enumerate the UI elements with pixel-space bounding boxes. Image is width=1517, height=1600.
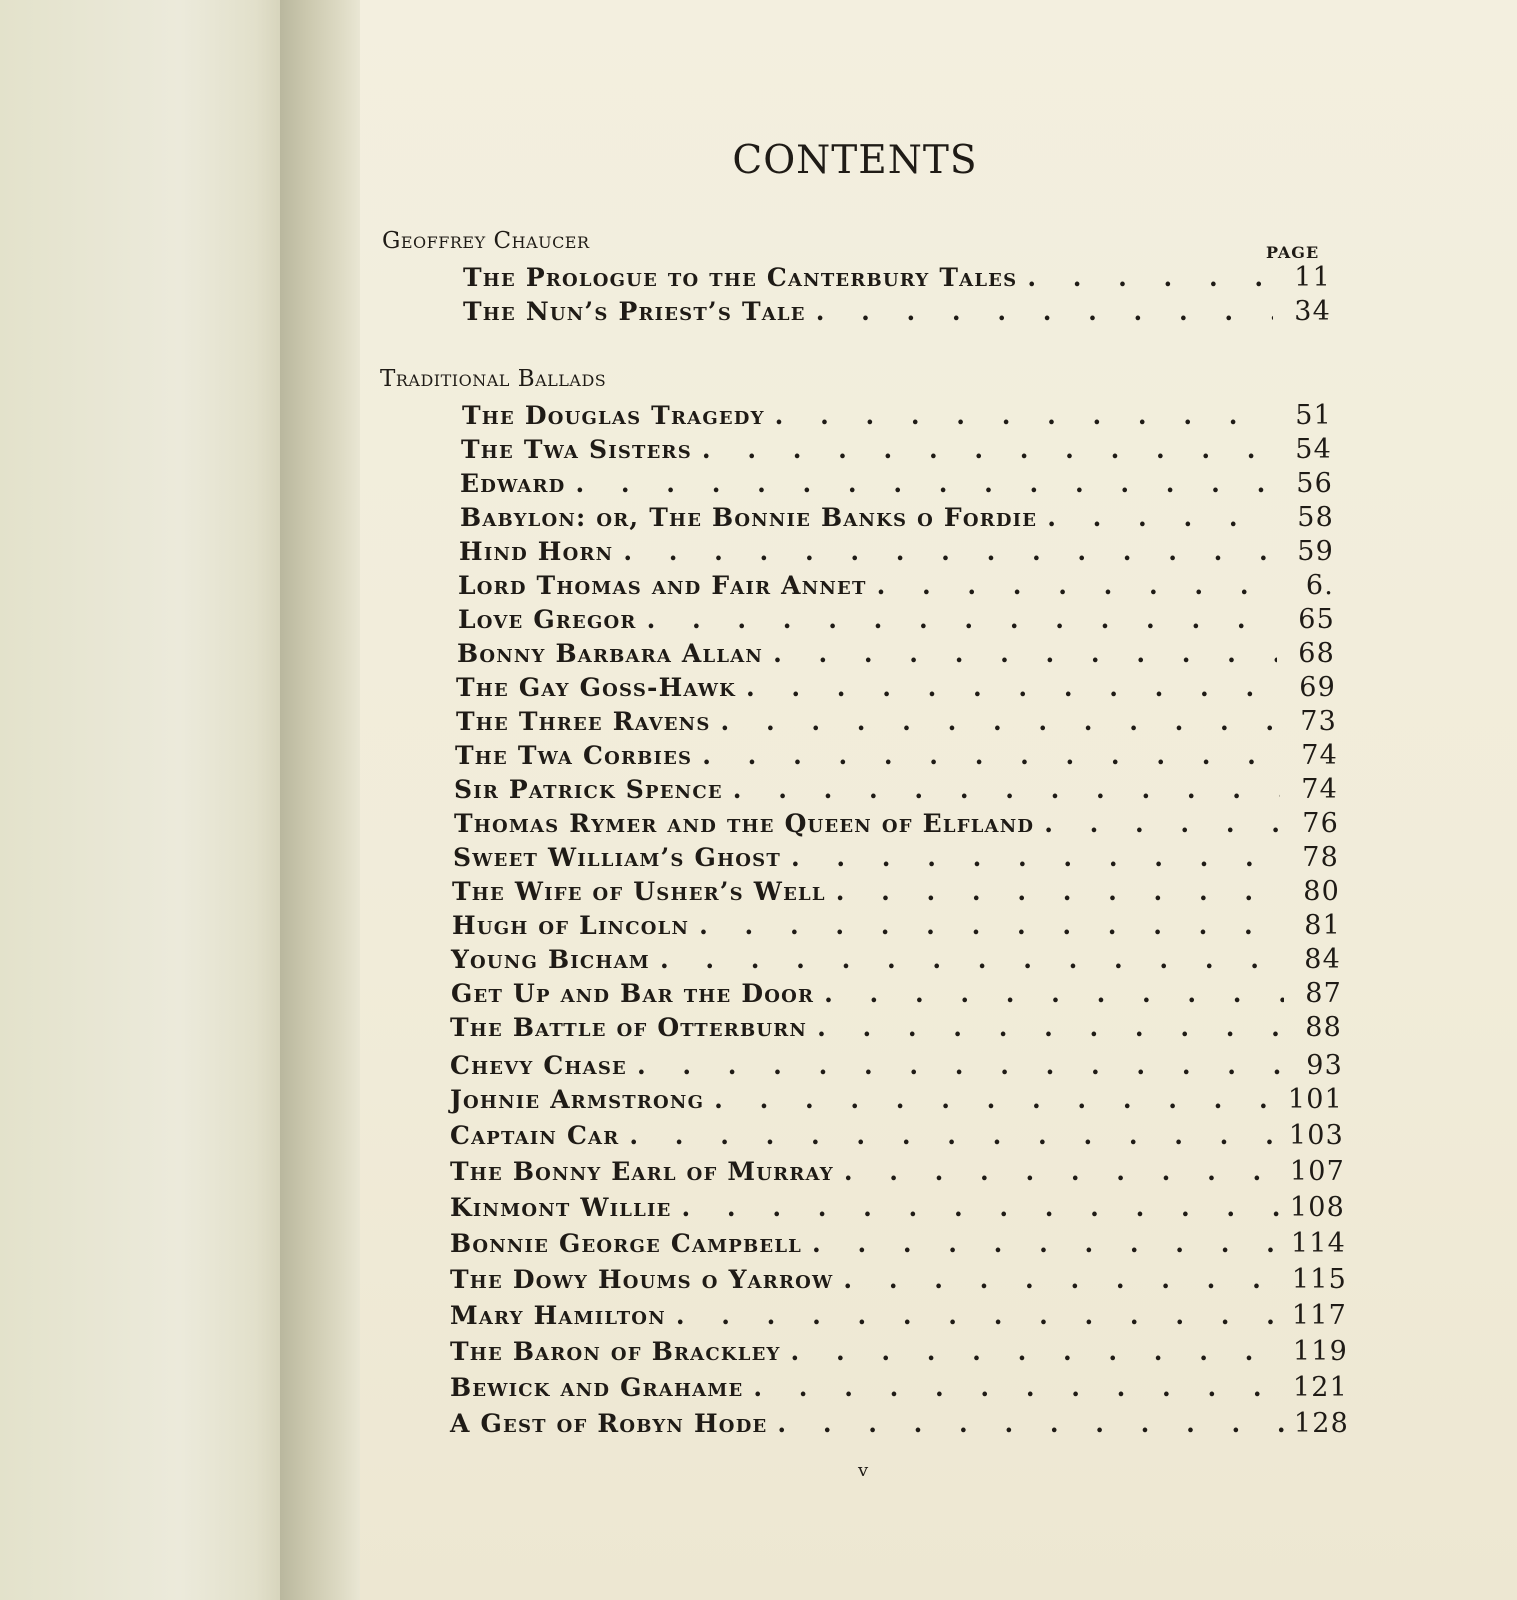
toc-entry xyxy=(456,672,1336,703)
toc-entry xyxy=(462,400,1332,431)
toc-entry xyxy=(451,978,1342,1009)
toc-entry-page: 107 xyxy=(1289,1156,1345,1187)
toc-entry-page: 73 xyxy=(1300,706,1337,737)
toc-entry xyxy=(450,1050,1343,1081)
dot-leader xyxy=(623,537,1276,566)
dot-leader xyxy=(812,1229,1281,1258)
toc-entry-title: Thomas Rymer and the Queen of Elfland xyxy=(454,809,1035,838)
dot-leader xyxy=(575,469,1275,498)
toc-entry-title: The Three Ravens xyxy=(456,707,711,736)
toc-entry-title: Kinmont Willie xyxy=(450,1193,672,1222)
dot-leader xyxy=(824,979,1284,1008)
dot-leader xyxy=(647,605,1277,634)
toc-entry-title: The Douglas Tragedy xyxy=(462,401,765,430)
dot-leader xyxy=(676,1301,1282,1330)
toc-entry-page: 58 xyxy=(1297,502,1334,533)
toc-entry-title: Bonnie George Campbell xyxy=(450,1229,803,1258)
toc-entry xyxy=(450,1264,1347,1295)
toc-entry xyxy=(456,706,1337,737)
toc-entry-page: 114 xyxy=(1290,1228,1346,1259)
dot-leader xyxy=(1047,503,1276,532)
toc-entry-title: Hugh of Lincoln xyxy=(452,911,690,940)
dot-leader xyxy=(721,707,1279,736)
dot-leader xyxy=(777,1409,1283,1438)
toc-entry-page: 65 xyxy=(1298,604,1335,635)
left-page xyxy=(0,0,300,1600)
toc-entry-page: 34 xyxy=(1294,296,1331,327)
toc-entry-page: 11 xyxy=(1294,262,1331,293)
dot-leader xyxy=(844,1157,1280,1186)
toc-entry-page: 74 xyxy=(1301,774,1338,805)
toc-entry-title: Edward xyxy=(460,469,566,498)
dot-leader xyxy=(699,911,1283,940)
toc-entry xyxy=(457,638,1335,669)
toc-entry-page: 88 xyxy=(1305,1012,1342,1043)
dot-leader xyxy=(836,877,1282,906)
dot-leader xyxy=(1027,263,1273,292)
toc-entry-title: Hind Horn xyxy=(459,537,614,566)
dot-leader xyxy=(753,1373,1282,1402)
toc-entry xyxy=(450,1372,1348,1403)
toc-entry xyxy=(450,1300,1347,1331)
toc-entry-title: Chevy Chase xyxy=(450,1051,627,1080)
toc-entry xyxy=(454,774,1338,805)
toc-entry-page: 81 xyxy=(1304,910,1341,941)
toc-entry-page: 103 xyxy=(1288,1120,1344,1151)
dot-leader xyxy=(775,401,1274,430)
toc-entry-title: The Dowy Houms o Yarrow xyxy=(450,1265,834,1294)
toc-entry-page: 115 xyxy=(1291,1264,1347,1295)
toc-entry-title: Sir Patrick Spence xyxy=(454,775,723,804)
toc-entry-page: 69 xyxy=(1299,672,1336,703)
toc-entry xyxy=(450,1084,1343,1115)
toc-entry xyxy=(455,740,1338,771)
toc-entry-title: Sweet William’s Ghost xyxy=(453,843,781,872)
toc-entry-page: 56 xyxy=(1296,468,1333,499)
toc-entry-page: 121 xyxy=(1292,1372,1348,1403)
toc-entry-page: 68 xyxy=(1298,638,1335,669)
dot-leader xyxy=(773,639,1277,668)
toc-entry-title: Johnie Armstrong xyxy=(450,1085,705,1114)
toc-entry xyxy=(450,1156,1345,1187)
dot-leader xyxy=(817,1013,1284,1042)
toc-entry xyxy=(451,944,1341,975)
toc-entry-title: The Wife of Usher’s Well xyxy=(452,877,826,906)
toc-entry-page: 84 xyxy=(1304,944,1341,975)
toc-entry xyxy=(450,1228,1346,1259)
toc-entry xyxy=(450,1336,1348,1367)
dot-leader xyxy=(791,1337,1283,1366)
toc-entry-page: 78 xyxy=(1302,842,1339,873)
toc-entry-page: 54 xyxy=(1295,434,1332,465)
toc-entry-title: Captain Car xyxy=(450,1121,620,1150)
toc-entry-title: Mary Hamilton xyxy=(450,1301,666,1330)
dot-leader xyxy=(702,435,1274,464)
toc-entry xyxy=(463,296,1331,327)
section-heading-ballads: Traditional Ballads xyxy=(380,366,607,392)
toc-entry xyxy=(463,262,1331,293)
toc-entry xyxy=(450,1408,1349,1439)
dot-leader xyxy=(816,297,1273,326)
toc-entry-page: 76 xyxy=(1302,808,1339,839)
section-heading-chaucer: Geoffrey Chaucer xyxy=(382,228,590,254)
toc-entry-title: Babylon: or, The Bonnie Banks o Fordie xyxy=(460,503,1038,532)
toc-entry xyxy=(450,1012,1342,1043)
dot-leader xyxy=(746,673,1278,702)
toc-entry-title: Get Up and Bar the Door xyxy=(451,979,815,1008)
dot-leader xyxy=(877,571,1276,600)
toc-entry xyxy=(458,604,1335,635)
toc-entry-title: The Bonny Earl of Murray xyxy=(450,1157,834,1186)
toc-entry-title: A Gest of Robyn Hode xyxy=(450,1409,768,1438)
toc-entry-title: Bewick and Grahame xyxy=(450,1373,744,1402)
toc-entry-title: Young Bicham xyxy=(451,945,650,974)
toc-entry xyxy=(450,1120,1344,1151)
dot-leader xyxy=(702,741,1280,770)
toc-entry xyxy=(460,502,1334,533)
toc-entry xyxy=(450,1192,1345,1223)
toc-entry-page: 101 xyxy=(1287,1084,1343,1115)
toc-entry xyxy=(459,536,1334,567)
toc-entry-title: Bonny Barbara Allan xyxy=(457,639,764,668)
dot-leader xyxy=(791,843,1281,872)
dot-leader xyxy=(1044,809,1281,838)
toc-entry-title: The Prologue to the Canterbury Tales xyxy=(463,263,1018,292)
dot-leader xyxy=(682,1193,1280,1222)
toc-entry xyxy=(454,808,1339,839)
page-title: CONTENTS xyxy=(732,138,978,183)
toc-entry xyxy=(452,876,1340,907)
dot-leader xyxy=(660,945,1283,974)
book-gutter xyxy=(280,0,370,1600)
toc-entry xyxy=(460,468,1333,499)
toc-entry-title: The Baron of Brackley xyxy=(450,1337,781,1366)
toc-entry-title: The Gay Goss-Hawk xyxy=(456,673,736,702)
toc-entry-page: 6. xyxy=(1305,570,1334,601)
toc-entry-page: 128 xyxy=(1293,1408,1349,1439)
dot-leader xyxy=(714,1085,1278,1114)
toc-entry-page: 80 xyxy=(1303,876,1340,907)
page-column-label: PAGE xyxy=(1266,243,1320,262)
toc-entry xyxy=(453,842,1339,873)
toc-entry-title: The Twa Corbies xyxy=(455,741,693,770)
dot-leader xyxy=(733,775,1280,804)
toc-entry-title: The Nun’s Priest’s Tale xyxy=(463,297,806,326)
page-signature-mark: v xyxy=(858,1460,869,1481)
toc-entry xyxy=(461,434,1332,465)
toc-entry xyxy=(452,910,1341,941)
toc-entry xyxy=(458,570,1334,601)
toc-entry-page: 108 xyxy=(1289,1192,1345,1223)
dot-leader xyxy=(637,1051,1285,1080)
toc-entry-page: 74 xyxy=(1301,740,1338,771)
toc-entry-title: The Twa Sisters xyxy=(461,435,692,464)
toc-entry-page: 59 xyxy=(1297,536,1334,567)
toc-entry-page: 93 xyxy=(1306,1050,1343,1081)
toc-entry-page: 117 xyxy=(1291,1300,1347,1331)
dot-leader xyxy=(843,1265,1281,1294)
toc-entry-title: Lord Thomas and Fair Annet xyxy=(458,571,867,600)
toc-entry-page: 87 xyxy=(1305,978,1342,1009)
toc-entry-page: 51 xyxy=(1295,400,1332,431)
dot-leader xyxy=(629,1121,1278,1150)
toc-entry-title: The Battle of Otterburn xyxy=(450,1013,808,1042)
toc-entry-page: 119 xyxy=(1292,1336,1348,1367)
toc-entry-title: Love Gregor xyxy=(458,605,637,634)
